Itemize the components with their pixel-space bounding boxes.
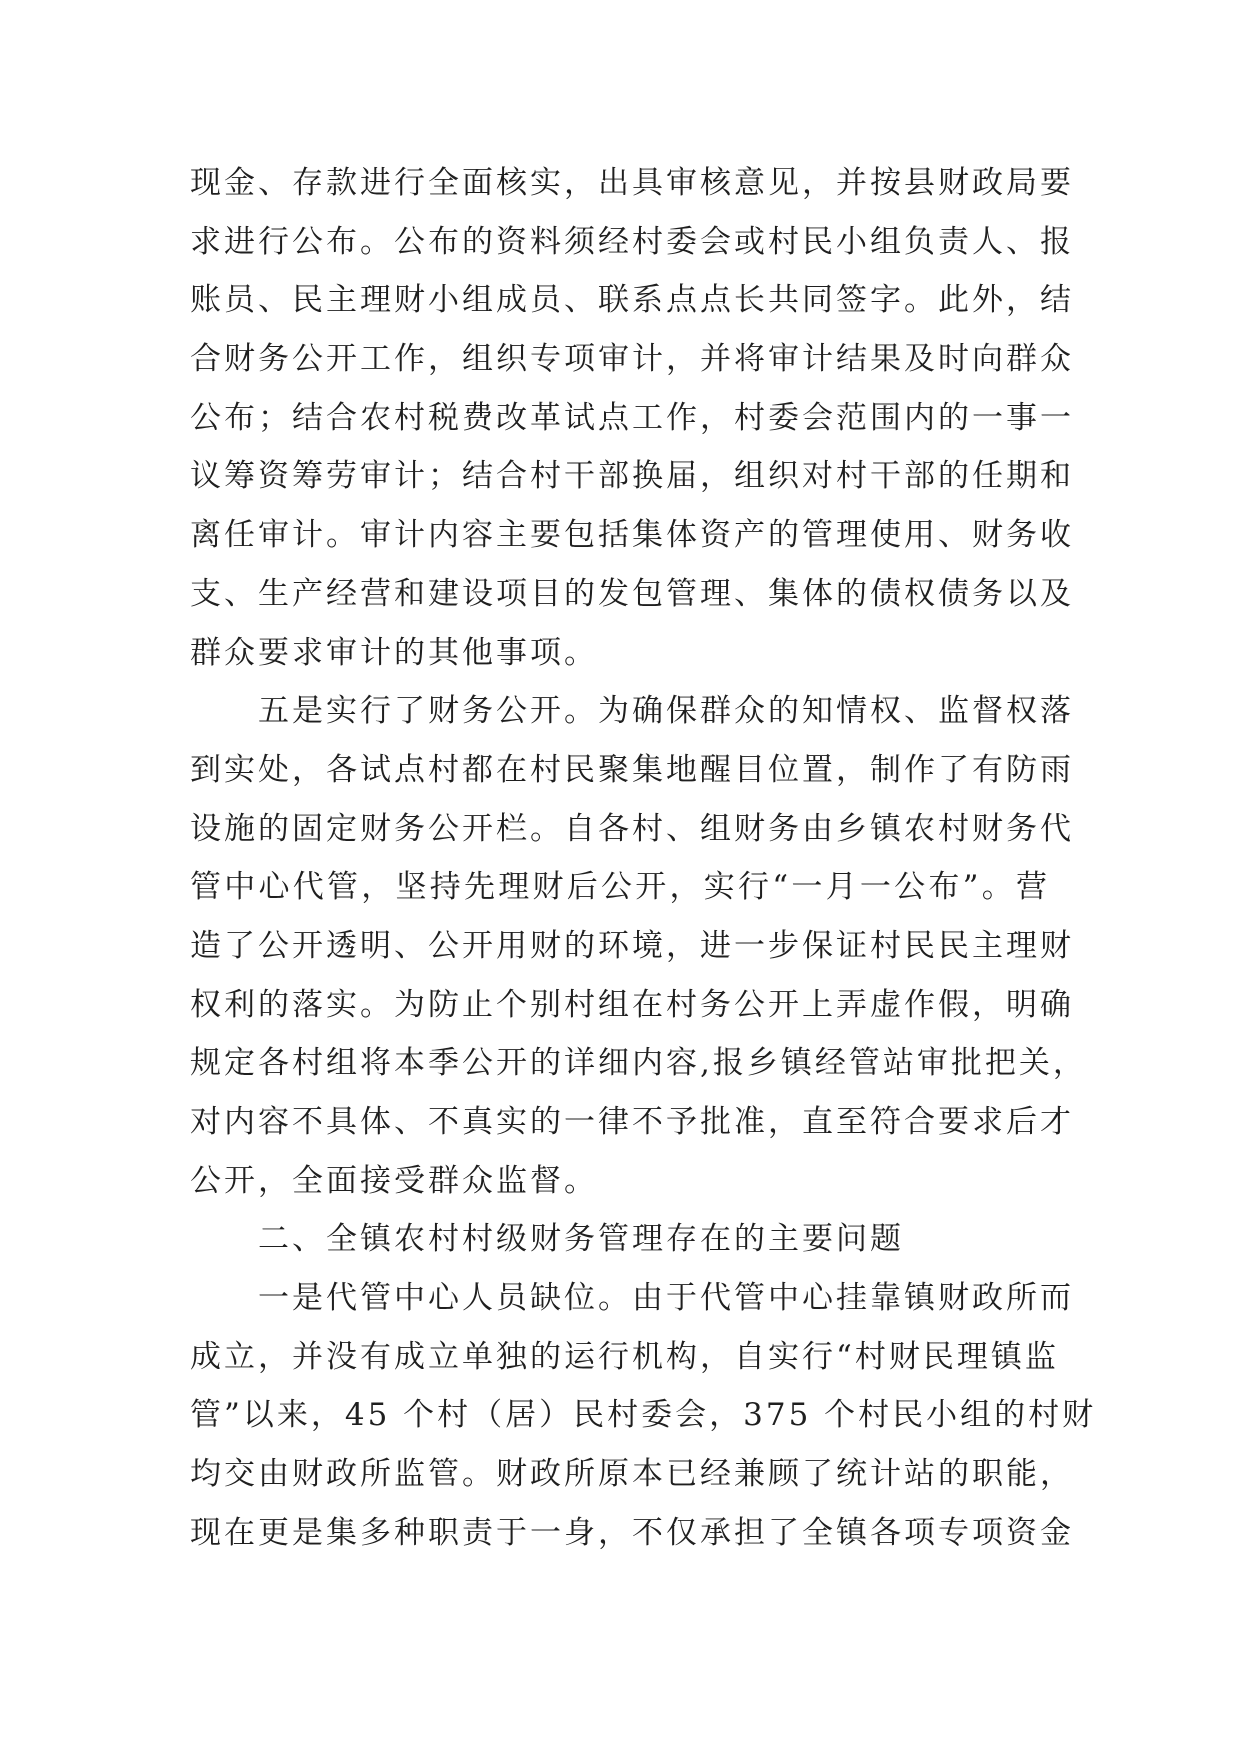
text-line: 离任审计。审计内容主要包括集体资产的管理使用、财务收 [190, 517, 1074, 554]
text-line: 求进行公布。公布的资料须经村委会或村民小组负责人、报 [190, 223, 1074, 260]
text-line: 群众要求审计的其他事项。 [190, 634, 598, 671]
section-heading: 二、全镇农村村级财务管理存在的主要问题 [258, 1221, 904, 1258]
paragraph-first-line: 五是实行了财务公开。为确保群众的知情权、监督权落 [258, 693, 1074, 730]
paragraph-first-line: 一是代管中心人员缺位。由于代管中心挂靠镇财政所而 [258, 1280, 1074, 1317]
text-line: 均交由财政所监管。财政所原本已经兼顾了统计站的职能， [190, 1456, 1074, 1493]
text-line: 造了公开透明、公开用财的环境，进一步保证村民民主理财 [190, 927, 1074, 964]
text-line: 议筹资筹劳审计；结合村干部换届，组织对村干部的任期和 [190, 458, 1074, 495]
text-line: 支、生产经营和建设项目的发包管理、集体的债权债务以及 [190, 575, 1074, 612]
text-line: 设施的固定财务公开栏。自各村、组财务由乡镇农村财务代 [190, 810, 1074, 847]
text-line: 成立，并没有成立单独的运行机构，自实行“村财民理镇监 [190, 1338, 1059, 1375]
text-line: 账员、民主理财小组成员、联系点点长共同签字。此外，结 [190, 282, 1074, 319]
text-line: 公开，全面接受群众监督。 [190, 1162, 598, 1199]
text-line: 管中心代管，坚持先理财后公开，实行“一月一公布”。营 [190, 869, 1050, 906]
text-line: 对内容不具体、不真实的一律不予批准，直至符合要求后才 [190, 1104, 1074, 1140]
text-line: 规定各村组将本季公开的详细内容,报乡镇经管站审批把关， [190, 1045, 1087, 1082]
text-line: 权利的落实。为防止个别村组在村务公开上弄虚作假，明确 [190, 986, 1074, 1023]
text-line: 到实处，各试点村都在村民聚集地醒目位置，制作了有防雨 [190, 751, 1074, 788]
text-line: 合财务公开工作，组织专项审计，并将审计结果及时向群众 [190, 341, 1074, 378]
text-line: 公布；结合农村税费改革试点工作，村委会范围内的一事一 [190, 399, 1074, 436]
text-line: 现在更是集多种职责于一身，不仅承担了全镇各项专项资金 [190, 1514, 1074, 1551]
document-body [190, 154, 1097, 1563]
text-line: 现金、存款进行全面核实，出具审核意见，并按县财政局要 [190, 165, 1074, 201]
text-line: 管”以来，45 个村（居）民村委会，375 个村民小组的村财 [190, 1397, 1097, 1434]
